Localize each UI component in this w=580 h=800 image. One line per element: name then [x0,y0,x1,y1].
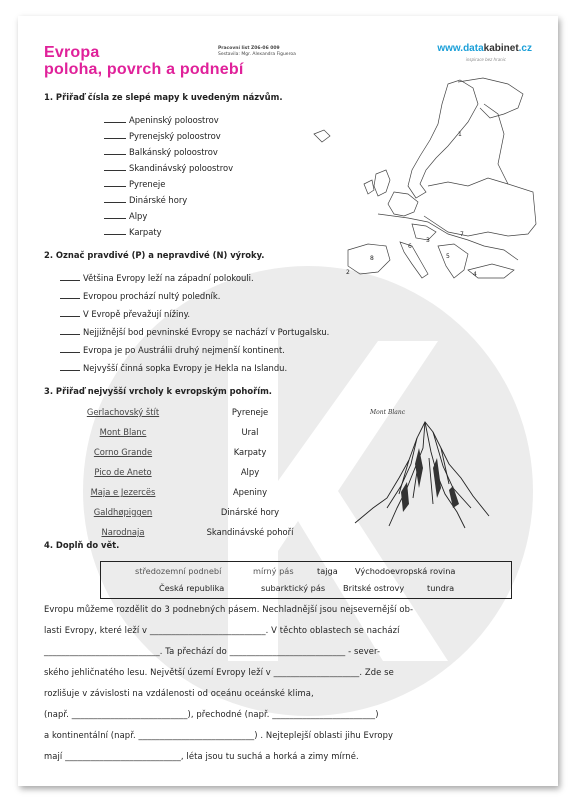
q2-item [60,326,329,337]
q4-heading: 4. Doplň do vět. [44,540,120,550]
brand-prefix: www.data [437,43,484,54]
brand-tagline: inspirace bez hranic [465,57,506,62]
brand-logo [437,43,532,54]
q1-item-label: Karpaty [129,227,162,237]
title-line-2: poloha, povrch a podnebí [44,61,244,78]
q1-item [104,178,165,189]
q1-item-label: Balkánský poloostrov [129,147,218,157]
range-item: Alpy [240,467,260,477]
q1-item [104,130,221,141]
q2-heading: 2. Označ pravdivé (P) a nepravdivé (N) výroky. [44,250,265,260]
cloze-line: lasti Evropy, které leží v ___________________________. V těchto oblastech se nachází [44,625,400,635]
map-number-label: 3 [426,237,430,244]
q3-heading: 3. Přiřaď nejvyšší vrcholy k evropským pohořím. [44,386,272,396]
q2-item-label: V Evropě převažují nížiny. [83,309,191,319]
q1-item-label: Apeninský poloostrov [129,115,219,125]
q2-item [60,344,285,355]
answer-blank[interactable] [104,162,126,171]
q1-item-label: Skandinávský poloostrov [129,163,234,173]
peak-item: Galdhøpiggen [93,507,153,517]
range-item: Apeniny [232,487,268,497]
q1-item-label: Dinárské hory [129,195,188,205]
meta-author: Sestavila: Mgr. Alexandra Figueroa [218,52,296,57]
answer-blank[interactable] [60,308,80,317]
answer-blank[interactable] [60,272,80,281]
word-bank-item: mírný pás [253,566,294,576]
map-number-label: 6 [408,243,412,250]
q1-item [104,114,219,125]
map-number-label: 8 [370,255,374,262]
brand-mid: kabinet [483,43,519,54]
q2-item [60,308,190,319]
peak-item: Corno Grande [93,447,153,457]
range-item: Skandinávské pohoří [206,527,294,537]
answer-blank[interactable] [104,146,126,155]
q1-item [104,226,162,237]
peak-item: Pico de Aneto [94,467,152,477]
q2-item-label: Nejjižnější bod pevninské Evropy se nachází v Portugalsku. [83,327,330,337]
word-bank-item: tundra [427,583,455,593]
answer-blank[interactable] [104,114,126,123]
worksheet-meta [218,46,296,58]
q1-item [104,210,147,221]
q2-item [60,290,220,301]
range-item: Dinárské hory [220,507,280,517]
peak-item: Narodnaja [101,527,145,537]
q1-item [104,194,187,205]
map-number-label: 1 [458,131,462,138]
q2-item-label: Evropou prochází nultý poledník. [83,291,221,301]
answer-blank[interactable] [60,362,80,371]
cloze-line: rozlišuje v závislosti na vzdálenosti od oceánu oceánské klima, [44,688,314,698]
map-number-label: 4 [473,271,477,278]
blind-map-europe [308,74,538,296]
word-bank-item: tajga [317,566,338,576]
q1-heading: 1. Přiřaď čísla ze slepé mapy k uvedeným názvům. [44,92,283,102]
range-item: Ural [241,427,259,437]
word-bank-item: Východoevropská rovina [355,566,456,576]
word-bank-item: středozemní podnebí [135,566,222,576]
q2-item-label: Nejvyšší činná sopka Evropy je Hekla na Islandu. [83,363,288,373]
map-number-label: 2 [346,269,350,276]
answer-blank[interactable] [60,290,80,299]
answer-blank[interactable] [104,210,126,219]
mountain-image-label: Mont Blanc [370,409,406,416]
cloze-line: ského jehličnatého lesu. Největší území Evropy leží v ____________________. Zde se [44,667,394,677]
q1-item-label: Pyreneje [129,179,166,189]
word-bank-item: subarktický pás [261,583,326,593]
range-item: Pyreneje [231,407,269,417]
q2-item-label: Většina Evropy leží na západní polokouli. [83,273,254,283]
word-bank [100,561,512,599]
title-line-1: Evropa [44,44,100,61]
map-number-label: 5 [446,253,450,260]
page-title [44,44,243,78]
q2-item [60,272,254,283]
q1-item-label: Alpy [129,211,148,221]
peak-item: Mont Blanc [99,427,147,437]
q2-item-label: Evropa je po Austrálii druhý nejmenší kontinent. [83,345,285,355]
cloze-line: (např. ___________________________), přechodné (např. ________________________) [44,709,379,719]
answer-blank[interactable] [60,344,80,353]
worksheet-page [18,16,558,786]
cloze-line: mají ___________________________, léta jsou tu suchá a horká a zimy mírné. [44,751,359,761]
peak-item: Maja e Jezercës [90,487,156,497]
mont-blanc-illustration [353,408,493,533]
meta-code: Pracovní list Z06-06 009 [218,46,280,51]
q2-item [60,362,287,373]
brand-suffix: .cz [518,43,532,54]
answer-blank[interactable] [104,194,126,203]
cloze-line: ___________________________. Ta přechází do ___________________________ - sever- [44,646,381,656]
answer-blank[interactable] [104,226,126,235]
map-number-label: 7 [460,231,464,238]
answer-blank[interactable] [104,178,126,187]
q1-item-label: Pyrenejský poloostrov [129,131,221,141]
word-bank-item: Česká republika [159,583,225,593]
answer-blank[interactable] [104,130,126,139]
peak-item: Gerlachovský štít [86,407,160,417]
word-bank-item: Britské ostrovy [343,583,405,593]
q1-item [104,162,233,173]
cloze-line: a kontinentální (např. ___________________________) . Nejteplejší oblasti jihu Evropy [44,730,394,740]
q1-item [104,146,218,157]
range-item: Karpaty [233,447,267,457]
answer-blank[interactable] [60,326,80,335]
cloze-line: Evropu můžeme rozdělit do 3 podnebných pásem. Nechladnější jsou nejsevernější ob- [44,604,414,614]
